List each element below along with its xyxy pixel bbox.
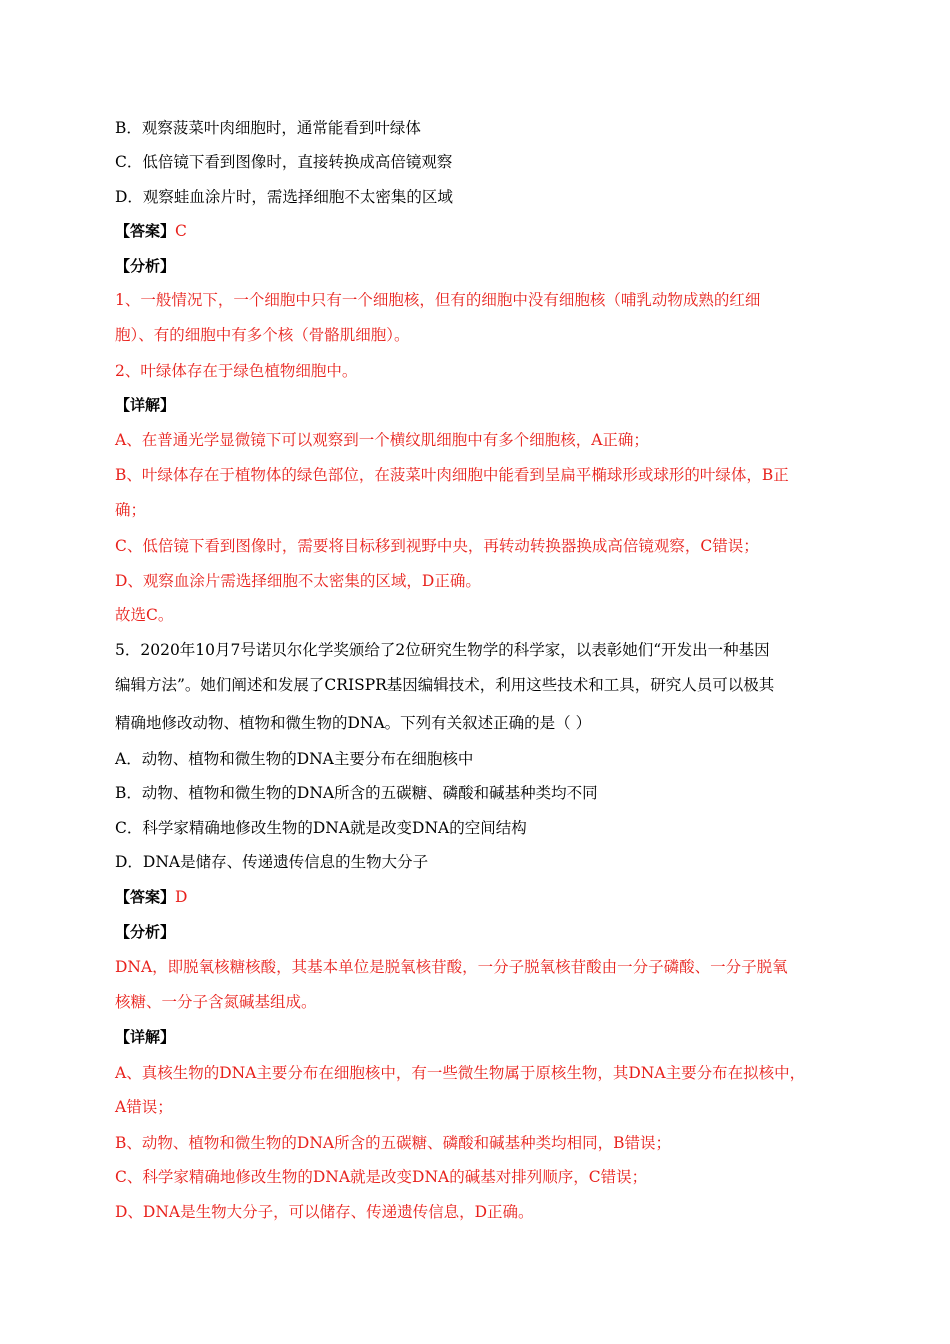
analysis-line: 胞）、有的细胞中有多个核（骨骼肌细胞）。 <box>115 326 410 344</box>
detail-line: 确； <box>115 501 147 519</box>
analysis-line: 2、叶绿体存在于绿色植物细胞中。 <box>115 362 358 380</box>
option-c: C．低倍镜下看到图像时，直接转换成高倍镜观察 <box>115 153 453 171</box>
detail-line: B、叶绿体存在于植物体的绿色部位，在菠菜叶肉细胞中能看到呈扁平椭球形或球形的叶绿体，B正 <box>115 466 789 484</box>
option-b: B．动物、植物和微生物的DNA所含的五碳糖、磷酸和碱基种类均不同 <box>115 784 598 802</box>
option-c: C．科学家精确地修改生物的DNA就是改变DNA的空间结构 <box>115 819 527 837</box>
answer-heading: 【答案】 <box>115 222 176 240</box>
analysis-line: 核糖、一分子含氮碱基组成。 <box>115 993 317 1011</box>
question-stem-line: 精确地修改动物、植物和微生物的DNA。下列有关叙述正确的是（ ） <box>115 714 592 732</box>
detail-line: A、在普通光学显微镜下可以观察到一个横纹肌细胞中有多个细胞核，A正确； <box>115 431 649 449</box>
conclusion: 故选C。 <box>115 606 174 624</box>
option-d: D．观察蛙血涂片时，需选择细胞不太密集的区域 <box>115 188 453 206</box>
answer-line <box>115 887 187 907</box>
analysis-line: 1、一般情况下，一个细胞中只有一个细胞核，但有的细胞中没有细胞核（哺乳动物成熟的红细 <box>115 291 761 309</box>
detail-line: A、真核生物的DNA主要分布在细胞核中，有一些微生物属于原核生物，其DNA主要分布在拟核中， <box>115 1064 806 1082</box>
detail-line: D、DNA是生物大分子，可以储存、传递遗传信息，D正确。 <box>115 1203 534 1221</box>
analysis-heading: 【分析】 <box>115 257 176 275</box>
detail-line: D、观察血涂片需选择细胞不太密集的区域，D正确。 <box>115 572 481 590</box>
answer-line <box>115 221 187 241</box>
detail-line: B、动物、植物和微生物的DNA所含的五碳糖、磷酸和碱基种类均相同，B错误； <box>115 1134 671 1152</box>
option-d: D．DNA是储存、传递遗传信息的生物大分子 <box>115 853 429 871</box>
analysis-line: DNA，即脱氧核糖核酸，其基本单位是脱氧核苷酸，一分子脱氧核苷酸由一分子磷酸、一分子脱氧 <box>115 958 788 976</box>
option-b: B．观察菠菜叶肉细胞时，通常能看到叶绿体 <box>115 119 421 137</box>
answer-value: C <box>175 222 187 240</box>
detail-heading: 【详解】 <box>115 396 176 414</box>
detail-line: C、科学家精确地修改生物的DNA就是改变DNA的碱基对排列顺序，C错误； <box>115 1168 648 1186</box>
question-stem-line: 5．2020年10月7号诺贝尔化学奖颁给了2位研究生物学的科学家，以表彰她们“开发出一种基因 <box>115 641 770 659</box>
detail-line: A错误； <box>115 1098 173 1116</box>
question-stem-line: 编辑方法”。她们阐述和发展了CRISPR基因编辑技术，利用这些技术和工具，研究人员可以极其 <box>115 676 775 694</box>
answer-value: D <box>175 888 188 906</box>
option-a: A．动物、植物和微生物的DNA主要分布在细胞核中 <box>115 750 474 768</box>
detail-line: C、低倍镜下看到图像时，需要将目标移到视野中央，再转动转换器换成高倍镜观察，C错误； <box>115 537 759 555</box>
detail-heading: 【详解】 <box>115 1028 176 1046</box>
answer-heading: 【答案】 <box>115 888 176 906</box>
analysis-heading: 【分析】 <box>115 923 176 941</box>
